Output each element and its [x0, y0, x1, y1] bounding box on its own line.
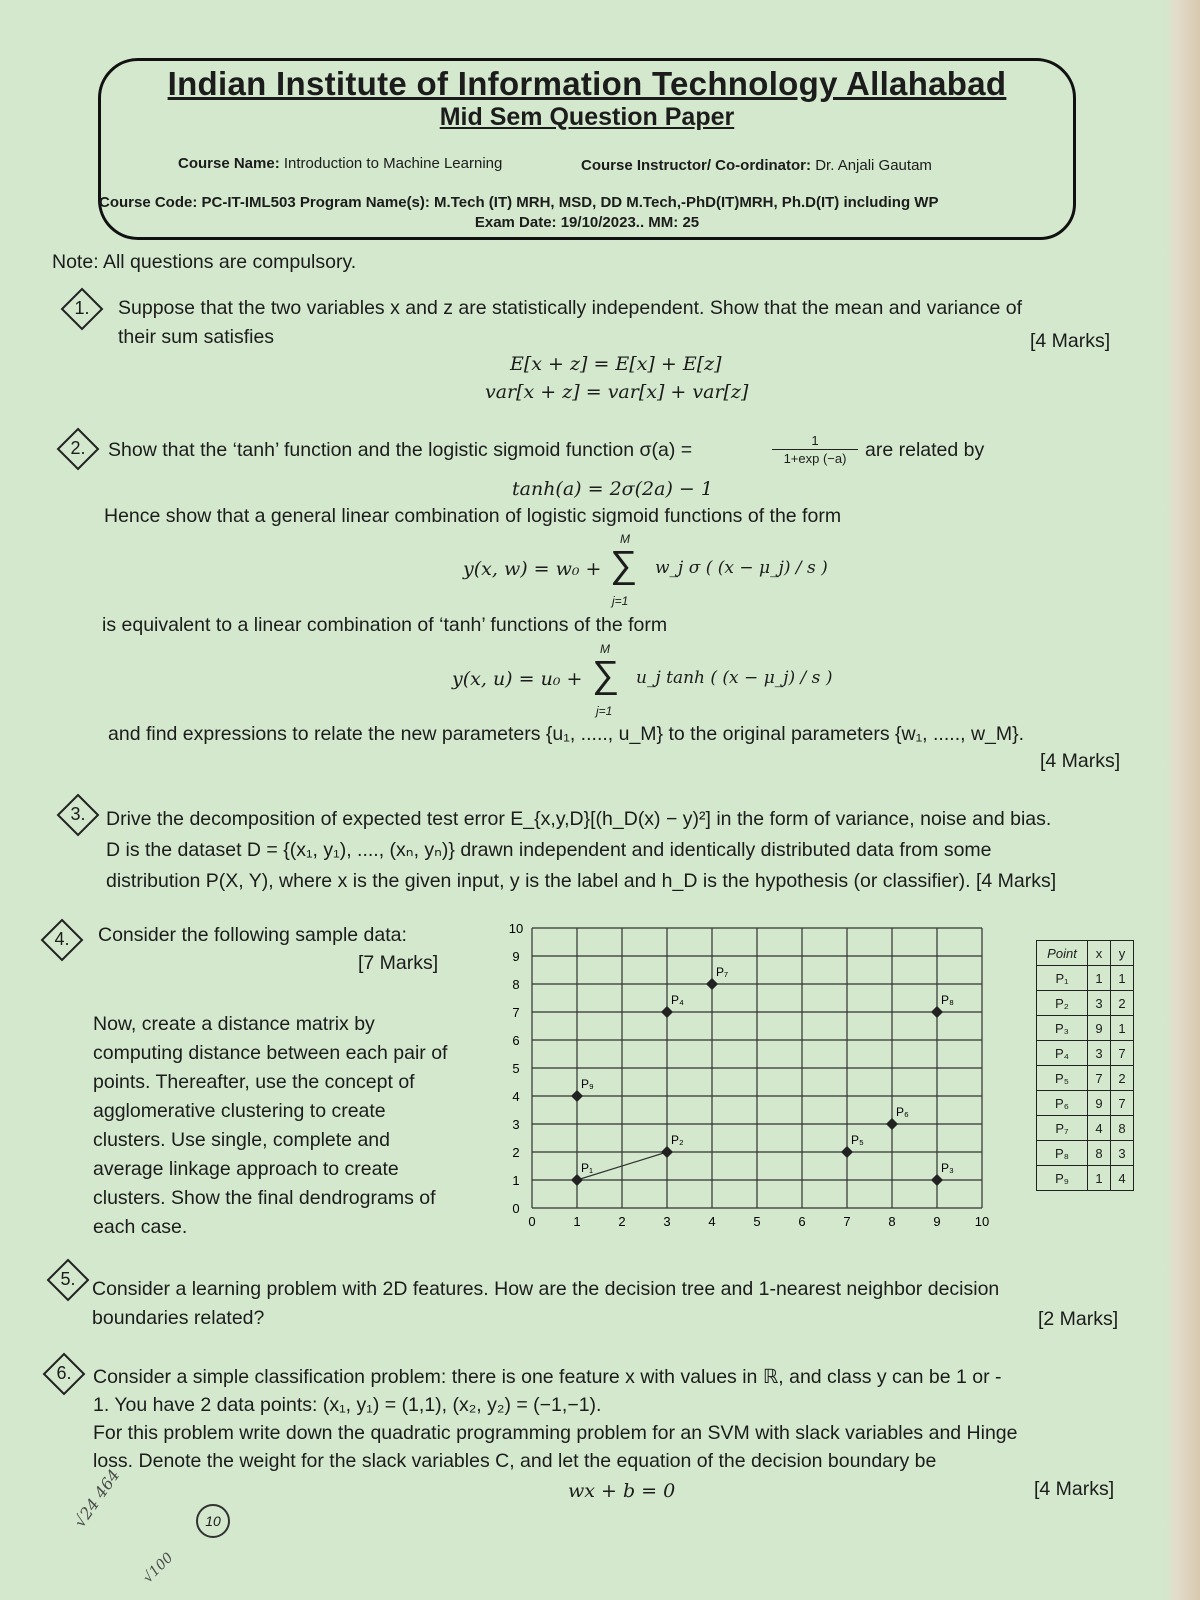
- instructor: Dr. Anjali Gautam: [815, 157, 932, 174]
- q5-marks: [2 Marks]: [1038, 1308, 1119, 1330]
- table-cell: P₇: [1037, 1116, 1088, 1141]
- data-point: [661, 1006, 673, 1018]
- table-cell: 1: [1111, 966, 1134, 991]
- table-row: [1037, 991, 1134, 1016]
- x-tick-label: 5: [753, 1214, 761, 1229]
- q6-line4: loss. Denote the weight for the slack variables C, and let the equation of the decision boundary be: [93, 1450, 937, 1472]
- instructor-label: Course Instructor/ Co-ordinator:: [581, 157, 812, 174]
- points-table: [1036, 940, 1134, 1191]
- q6-number: 6.: [42, 1352, 86, 1396]
- y-tick-label: 8: [512, 977, 520, 992]
- table-cell: P₉: [1037, 1166, 1088, 1191]
- table-cell: 8: [1088, 1141, 1111, 1166]
- q1-eq1: E[x + z] = E[x] + E[z]: [510, 353, 722, 375]
- table-cell: 9: [1088, 1016, 1111, 1041]
- table-cell: 7: [1088, 1066, 1111, 1091]
- scatter-chart: [498, 920, 1018, 1240]
- x-tick-label: 0: [528, 1214, 536, 1229]
- y-tick-label: 5: [512, 1061, 520, 1076]
- q2-line2: Hence show that a general linear combination of logistic sigmoid functions of the form: [104, 505, 842, 527]
- table-cell: 7: [1111, 1091, 1134, 1116]
- q2-number: 2.: [56, 427, 100, 471]
- data-point: [571, 1174, 583, 1186]
- q1-eq2: var[x + z] = var[x] + var[z]: [485, 381, 749, 403]
- table-cell: 2: [1111, 1066, 1134, 1091]
- table-cell: 3: [1088, 1041, 1111, 1066]
- q3-line3: distribution P(X, Y), where x is the given input, y is the label and h_D is the hypothesis (or classifier). [4 Marks]: [106, 870, 1057, 892]
- table-header: y: [1111, 941, 1134, 966]
- data-point-label: P₉: [581, 1077, 594, 1091]
- q3-line2: D is the dataset D = {(x₁, y₁), ...., (xₙ, yₙ)} drawn independent and identically distributed data from some: [106, 839, 992, 861]
- table-cell: 1: [1111, 1016, 1134, 1041]
- table-cell: 4: [1088, 1116, 1111, 1141]
- y-tick-label: 6: [512, 1033, 520, 1048]
- y-tick-label: 4: [512, 1089, 520, 1104]
- q2-eq2-rhs: w_j σ ( (x − μ_j) / s ): [655, 558, 828, 578]
- data-point-label: P₂: [671, 1133, 684, 1147]
- table-cell: 3: [1111, 1141, 1134, 1166]
- data-point: [931, 1006, 943, 1018]
- table-row: [1037, 1091, 1134, 1116]
- table-cell: 8: [1111, 1116, 1134, 1141]
- q6-line2: 1. You have 2 data points: (x₁, y₁) = (1,1), (x₂, y₂) = (−1,−1).: [93, 1394, 602, 1416]
- table-cell: P₆: [1037, 1091, 1088, 1116]
- q4-body-line: points. Thereafter, use the concept of: [93, 1071, 415, 1093]
- sigma-symbol-icon: ∑: [610, 544, 638, 586]
- table-row: [1037, 1116, 1134, 1141]
- data-point-label: P₁: [581, 1161, 594, 1175]
- q1-text: [118, 294, 1118, 352]
- x-tick-label: 6: [798, 1214, 806, 1229]
- q3-text: [106, 804, 1056, 897]
- course-name-line: [178, 155, 502, 172]
- institute-title: Indian Institute of Information Technology Allahabad: [167, 65, 1007, 102]
- q6-eq: wx + b = 0: [568, 1480, 676, 1502]
- q4-body-line: average linkage approach to create: [93, 1158, 399, 1180]
- q1-line2: their sum satisfies: [118, 326, 275, 348]
- sigma-symbol-icon-2: ∑: [592, 654, 620, 696]
- x-tick-label: 2: [618, 1214, 626, 1229]
- sum-top-2: M: [600, 642, 610, 656]
- y-tick-label: 1: [512, 1173, 520, 1188]
- q1-line1: Suppose that the two variables x and z are statistically independent. Show that the mean and variance of: [118, 297, 1023, 319]
- table-row: [1037, 1066, 1134, 1091]
- table-row: [1037, 1041, 1134, 1066]
- q3-line1: Drive the decomposition of expected test error E_{x,y,D}[(h_D(x) − y)²] in the form of variance, noise and bias.: [106, 808, 1052, 830]
- table-cell: P₈: [1037, 1141, 1088, 1166]
- fraction-bar: [772, 449, 858, 450]
- x-tick-label: 7: [843, 1214, 851, 1229]
- q4-body-line: computing distance between each pair of: [93, 1042, 448, 1064]
- table-cell: P₅: [1037, 1066, 1088, 1091]
- table-cell: 1: [1088, 966, 1111, 991]
- q5-line1: Consider a learning problem with 2D features. How are the decision tree and 1-nearest neighbor decision: [92, 1278, 1000, 1300]
- x-tick-label: 10: [974, 1214, 990, 1229]
- course-name-label: Course Name:: [178, 155, 280, 172]
- header-box: [98, 58, 1076, 240]
- table-row: [1037, 1166, 1134, 1191]
- y-tick-label: 9: [512, 949, 520, 964]
- scribble-left: √24 464: [70, 1465, 124, 1531]
- q2-marks: [4 Marks]: [1040, 750, 1121, 772]
- q1-marks: [4 Marks]: [1030, 330, 1111, 352]
- data-point: [571, 1090, 583, 1102]
- table-row: [1037, 1141, 1134, 1166]
- table-header: x: [1088, 941, 1111, 966]
- q4-number: 4.: [40, 918, 84, 962]
- table-cell: 7: [1111, 1041, 1134, 1066]
- scribble-middle: √100: [140, 1549, 177, 1587]
- y-tick-label: 3: [512, 1117, 520, 1132]
- q2-line3: is equivalent to a linear combination of ‘tanh’ functions of the form: [102, 614, 668, 636]
- table-cell: P₂: [1037, 991, 1088, 1016]
- x-tick-label: 3: [663, 1214, 671, 1229]
- q4-body-line: Now, create a distance matrix by: [93, 1013, 375, 1035]
- paper-title: Mid Sem Question Paper: [439, 103, 735, 131]
- x-tick-label: 4: [708, 1214, 716, 1229]
- scribble-circled: 10: [196, 1504, 230, 1538]
- q4-body: [93, 1010, 493, 1242]
- x-tick-label: 1: [573, 1214, 581, 1229]
- data-point-label: P₄: [671, 993, 684, 1007]
- q4-body-line: clusters. Show the final dendrograms of: [93, 1187, 436, 1209]
- course-name: Introduction to Machine Learning: [283, 155, 503, 172]
- exam-date-line: Exam Date: 19/10/2023.. MM: 25: [474, 214, 700, 231]
- data-point-label: P₃: [941, 1161, 954, 1175]
- table-cell: 9: [1088, 1091, 1111, 1116]
- table-header-row: [1037, 941, 1134, 966]
- note: Note: All questions are compulsory.: [52, 251, 357, 273]
- y-tick-label: 2: [512, 1145, 520, 1160]
- table-row: [1037, 966, 1134, 991]
- y-tick-label: 0: [512, 1201, 520, 1216]
- y-tick-label: 10: [508, 921, 524, 936]
- q4-body-line: clusters. Use single, complete and: [93, 1129, 390, 1151]
- q2-fraction: [772, 433, 858, 466]
- q2-line1-end: are related by: [865, 439, 985, 461]
- sum-top: M: [620, 532, 630, 546]
- table-cell: 4: [1111, 1166, 1134, 1191]
- q2-line4: and find expressions to relate the new parameters {u₁, ....., u_M} to the original parameters {w₁, ....., w_M}.: [108, 723, 1025, 745]
- data-point-label: P₈: [941, 993, 954, 1007]
- x-tick-label: 8: [888, 1214, 896, 1229]
- table-header: Point: [1037, 941, 1088, 966]
- y-tick-label: 7: [512, 1005, 520, 1020]
- q4-line1: Consider the following sample data:: [98, 924, 407, 946]
- q5-line2: boundaries related?: [92, 1307, 265, 1329]
- q2-line1: Show that the ‘tanh’ function and the logistic sigmoid function σ(a) =: [108, 439, 693, 461]
- q2-eq3-rhs: u_j tanh ( (x − μ_j) / s ): [636, 668, 833, 688]
- table-cell: 1: [1088, 1166, 1111, 1191]
- q2-eq3-lhs: y(x, u) = u₀ +: [452, 668, 583, 690]
- q3-number: 3.: [56, 793, 100, 837]
- data-point: [841, 1146, 853, 1158]
- data-point-label: P₇: [716, 965, 729, 979]
- q4-marks: [7 Marks]: [358, 952, 439, 974]
- instructor-line: [581, 157, 932, 174]
- q2-eq1: tanh(a) = 2σ(2a) − 1: [512, 478, 713, 500]
- q6-line3: For this problem write down the quadratic programming problem for an SVM with slack variables and Hinge: [93, 1422, 1018, 1444]
- q4-body-line: agglomerative clustering to create: [93, 1100, 386, 1122]
- table-cell: P₁: [1037, 966, 1088, 991]
- table-cell: P₄: [1037, 1041, 1088, 1066]
- data-point-label: P₅: [851, 1133, 864, 1147]
- q2-eq2-lhs: y(x, w) = w₀ +: [463, 558, 602, 580]
- q2-frac-den: 1+exp (−a): [783, 451, 847, 466]
- q5-text: [92, 1275, 999, 1333]
- q1-number: 1.: [60, 287, 104, 331]
- table-cell: P₃: [1037, 1016, 1088, 1041]
- data-point: [886, 1118, 898, 1130]
- q4-body-line: each case.: [93, 1216, 188, 1238]
- sum-bottom: j=1: [612, 594, 629, 608]
- table-cell: 3: [1088, 991, 1111, 1016]
- page-edge: [1165, 0, 1200, 1600]
- q6-text: [93, 1363, 1018, 1475]
- x-tick-label: 9: [933, 1214, 941, 1229]
- q5-number: 5.: [46, 1258, 90, 1302]
- data-point: [931, 1174, 943, 1186]
- data-point: [706, 978, 718, 990]
- sum-bottom-2: j=1: [596, 704, 613, 718]
- table-cell: 2: [1111, 991, 1134, 1016]
- q2-frac-num: 1: [811, 433, 819, 448]
- table-row: [1037, 1016, 1134, 1041]
- course-code-line: Course Code: PC-IT-IML503 Program Name(s): M.Tech (IT) MRH, MSD, DD M.Tech,-PhD(IT)MRH, Ph.D(IT) including WP: [99, 194, 939, 211]
- data-point-label: P₆: [896, 1105, 909, 1119]
- q6-marks: [4 Marks]: [1034, 1478, 1115, 1500]
- q6-line1: Consider a simple classification problem: there is one feature x with values in ℝ, and class y can be 1 or -: [93, 1366, 1002, 1388]
- data-point: [661, 1146, 673, 1158]
